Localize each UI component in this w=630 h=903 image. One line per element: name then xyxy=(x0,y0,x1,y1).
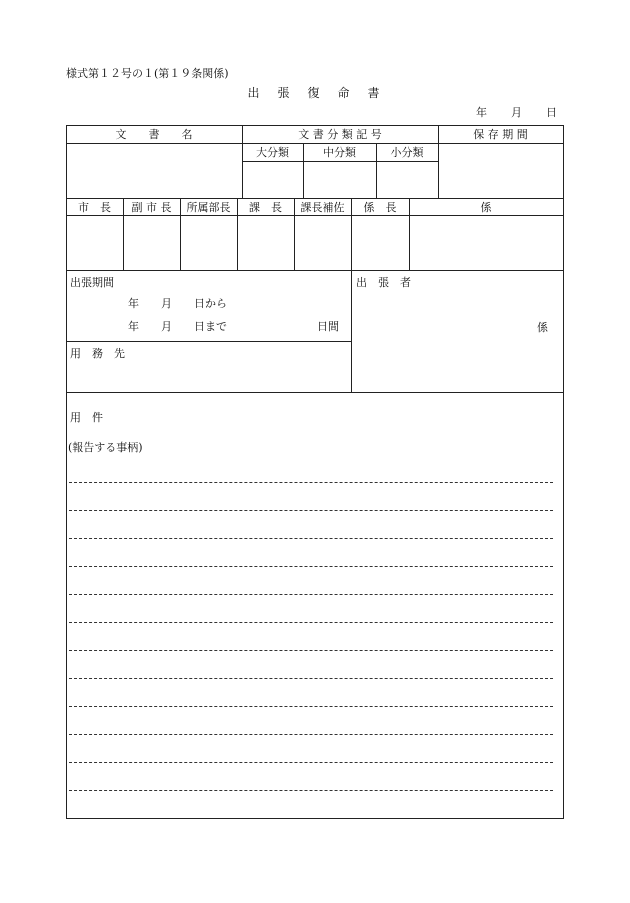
header-classification-code: 文 書 分 類 記 号 xyxy=(298,128,382,141)
report-line xyxy=(69,594,553,595)
report-line xyxy=(69,734,553,735)
class-minor-label: 小分類 xyxy=(390,146,424,159)
report-line xyxy=(69,650,553,651)
traveler-unit: 係 xyxy=(537,321,548,334)
form-number: 様式第１２号の１(第１９条関係) xyxy=(66,67,229,80)
date-day: 日 xyxy=(546,106,557,119)
row1-divider xyxy=(66,143,564,144)
report-line xyxy=(69,566,553,567)
report-line xyxy=(69,510,553,511)
frame-top xyxy=(66,125,564,126)
report-line xyxy=(69,706,553,707)
destination-label: 用 務 先 xyxy=(70,347,125,360)
approval-unit-chief: 係 長 xyxy=(363,201,397,214)
class-sub-divider xyxy=(242,161,438,162)
report-line xyxy=(69,622,553,623)
report-line xyxy=(69,762,553,763)
date-month: 月 xyxy=(511,106,522,119)
trip-period-days: 日間 xyxy=(317,320,339,333)
approval-label-bottom xyxy=(66,215,564,216)
class-major-label: 大分類 xyxy=(256,146,289,159)
traveler-label: 出 張 者 xyxy=(356,276,411,289)
report-line xyxy=(69,678,553,679)
trip-period-bottom xyxy=(66,341,352,342)
trip-period-to: 年 月 日まで xyxy=(128,320,227,333)
trip-section-bottom xyxy=(66,392,564,393)
frame-left xyxy=(66,125,67,819)
approval-bottom xyxy=(66,270,564,271)
trip-divider-vertical xyxy=(351,270,352,392)
frame-bottom xyxy=(66,818,564,819)
report-line xyxy=(69,482,553,483)
approval-mayor: 市 長 xyxy=(78,201,111,214)
header-retention-period: 保 存 期 間 xyxy=(473,128,528,141)
approval-top xyxy=(66,198,564,199)
approval-staff: 係 xyxy=(480,201,492,214)
trip-period-label: 出張期間 xyxy=(70,276,114,289)
approval-department-head: 所属部長 xyxy=(186,201,231,214)
frame-right xyxy=(563,125,564,819)
approval-assistant-chief: 課長補佐 xyxy=(300,201,345,214)
approval-deputy-mayor: 副 市 長 xyxy=(131,201,172,214)
business-sub-label: (報告する事柄) xyxy=(68,441,143,454)
approval-section-chief: 課 長 xyxy=(249,201,282,214)
report-line xyxy=(69,538,553,539)
business-label: 用 件 xyxy=(70,411,103,424)
document-title: 出 張 復 命 書 xyxy=(247,86,383,100)
trip-period-from: 年 月 日から xyxy=(128,297,227,310)
date-year: 年 xyxy=(476,106,487,119)
report-line xyxy=(69,790,553,791)
class-middle-label: 中分類 xyxy=(323,146,356,159)
header-document-name: 文 書 名 xyxy=(115,128,193,141)
